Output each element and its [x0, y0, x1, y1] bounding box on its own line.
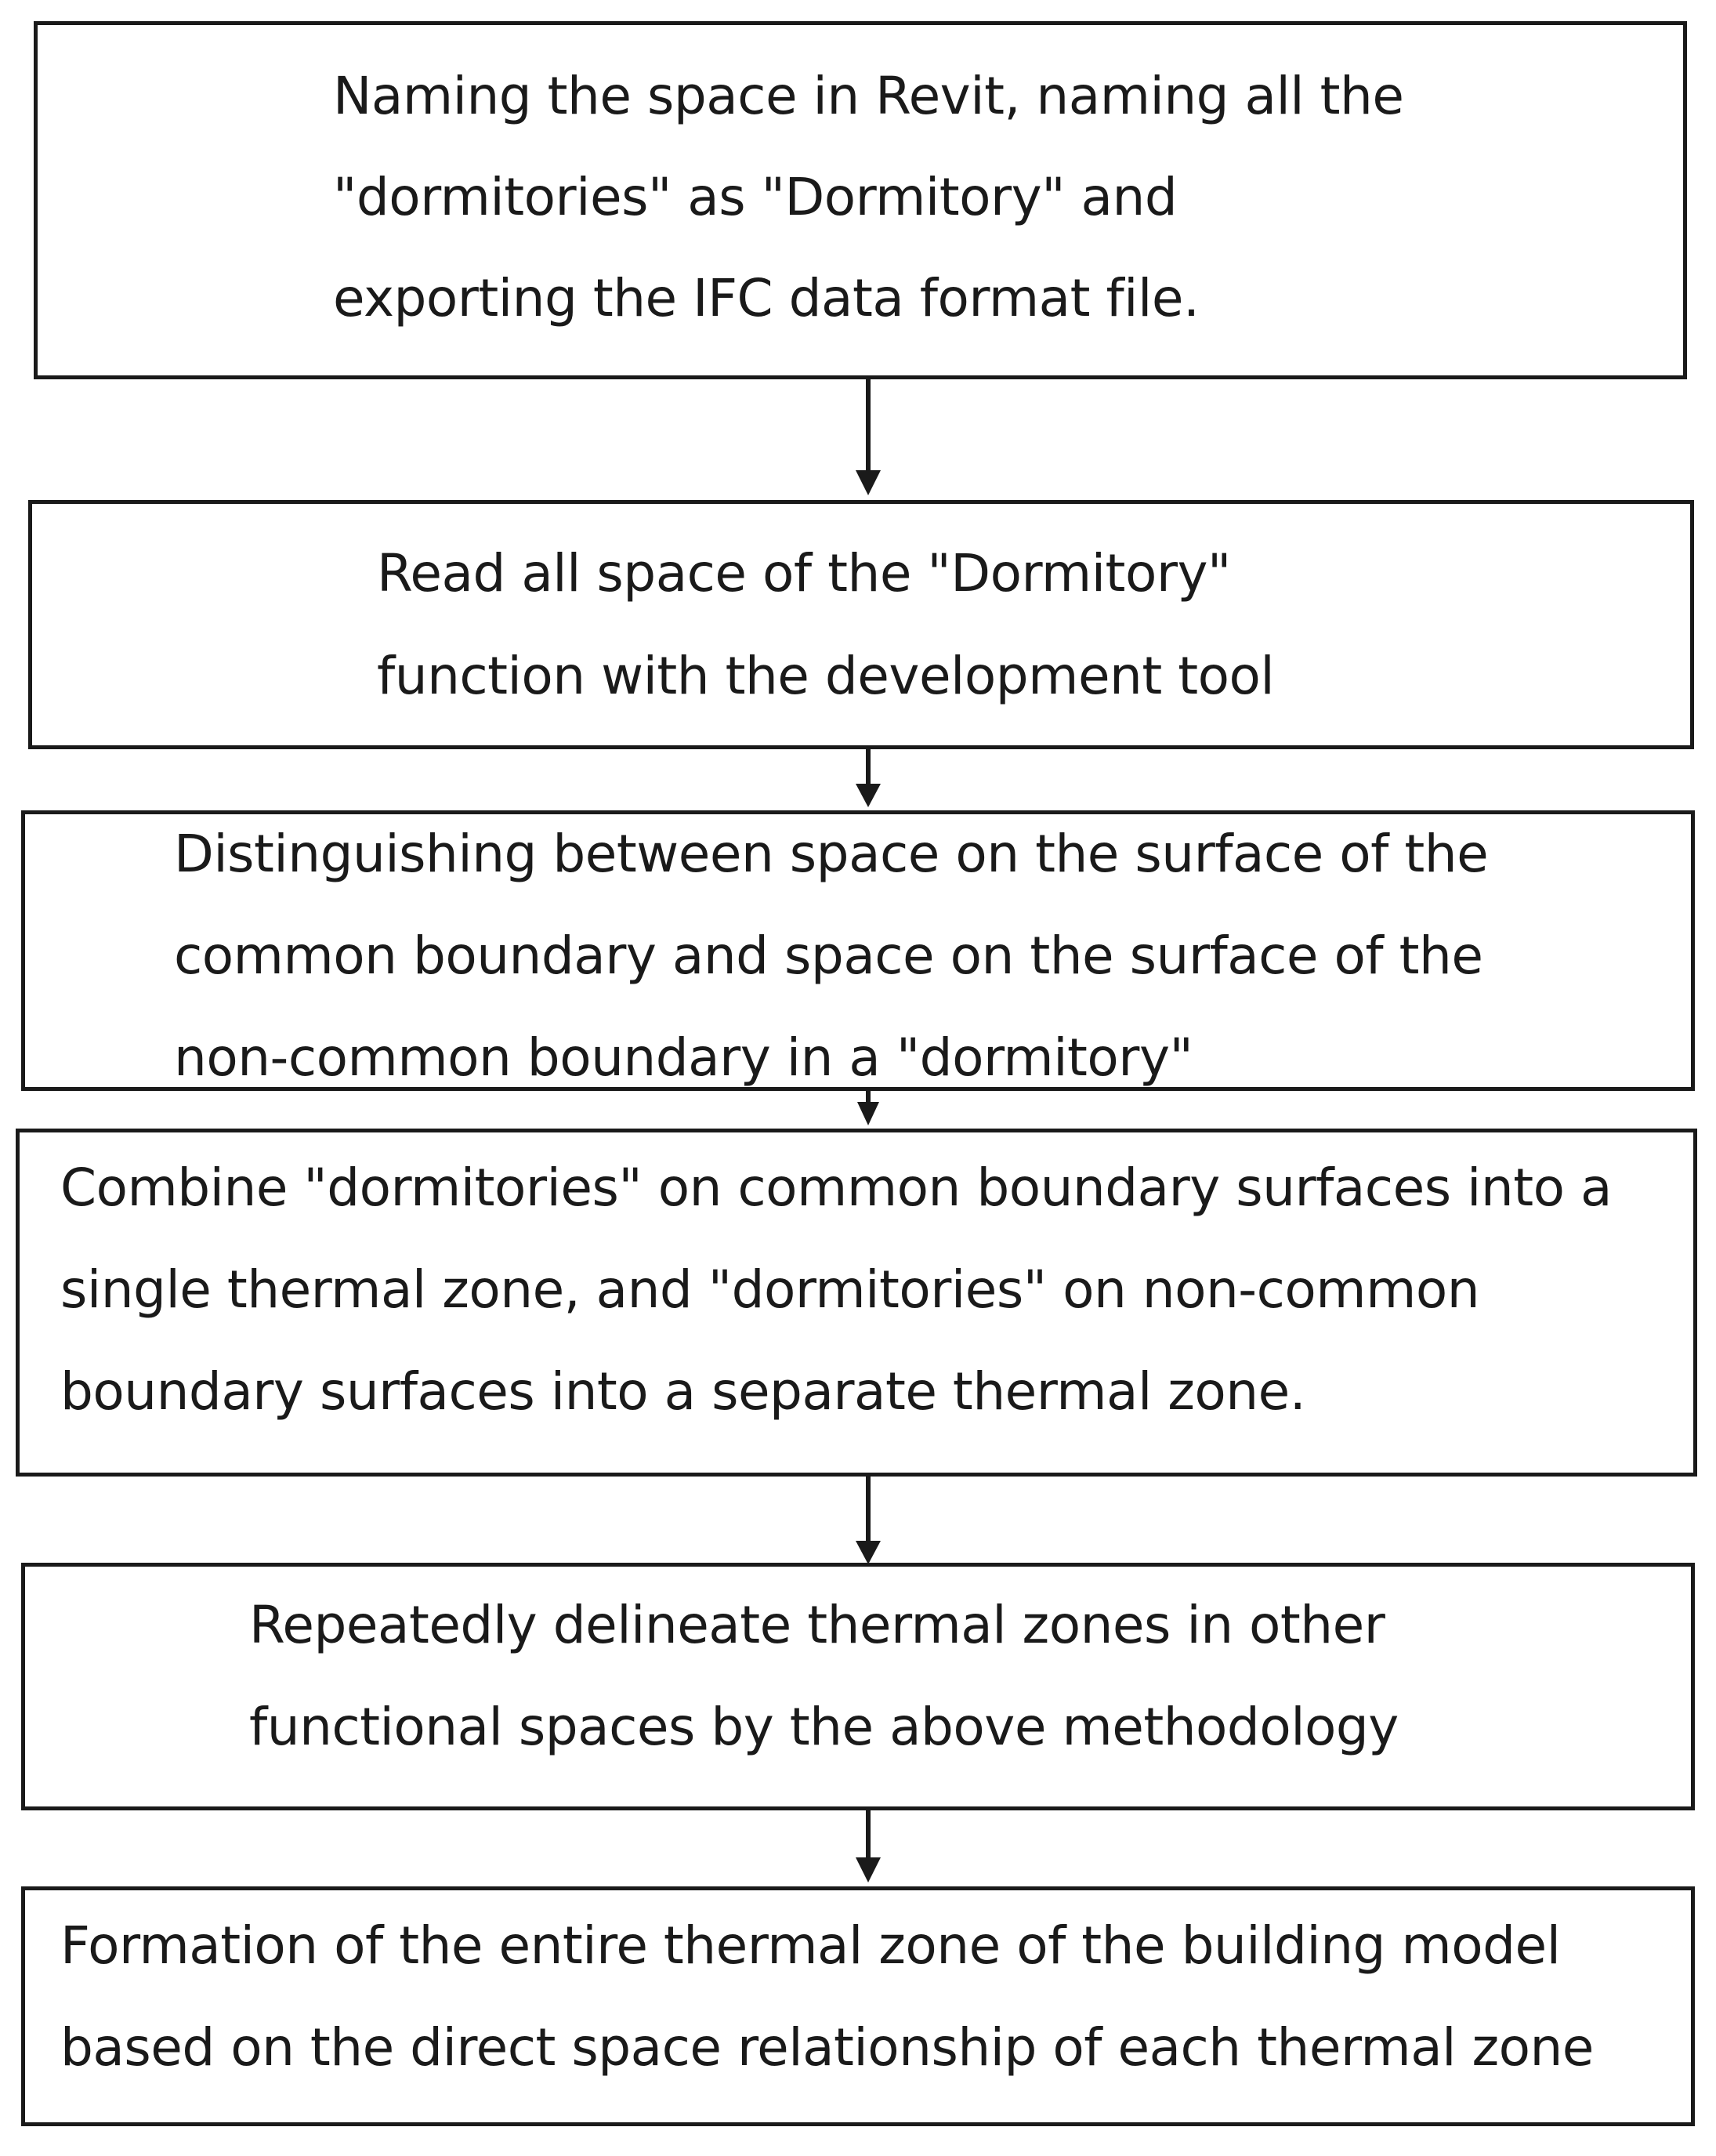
step-2-line-1: Read all space of the "Dormitory" [377, 543, 1231, 603]
step-6-line-1: Formation of the entire thermal zone of the building model [60, 1915, 1561, 1976]
arrowhead-4-5 [856, 1541, 881, 1564]
step-2-box [28, 500, 1694, 749]
step-4-line-3: boundary surfaces into a separate thermal zone. [60, 1361, 1306, 1422]
step-1-line-2: "dormitories" as "Dormitory" and [333, 167, 1178, 227]
step-3-line-2: common boundary and space on the surface of the [174, 926, 1483, 986]
arrowhead-3-4 [857, 1102, 879, 1125]
step-1-line-3: exporting the IFC data format file. [333, 268, 1200, 328]
arrowhead-2-3 [856, 784, 881, 807]
step-4-line-2: single thermal zone, and "dormitories" on non-common [60, 1259, 1480, 1320]
step-3-line-3: non-common boundary in a "dormitory" [174, 1027, 1193, 1088]
arrowhead-5-6 [856, 1857, 881, 1882]
step-4-line-1: Combine "dormitories" on common boundary surfaces into a [60, 1158, 1612, 1218]
step-1-box [34, 21, 1687, 379]
step-4-box [16, 1129, 1697, 1477]
step-5-box [21, 1563, 1695, 1810]
step-5-line-1: Repeatedly delineate thermal zones in other [249, 1595, 1385, 1655]
step-2-line-2: function with the development tool [377, 646, 1275, 706]
step-3-box [21, 810, 1695, 1091]
step-5-line-2: functional spaces by the above methodology [249, 1697, 1399, 1757]
step-6-box [21, 1886, 1695, 2126]
step-3-line-1: Distinguishing between space on the surface of the [174, 824, 1489, 884]
step-6-line-2: based on the direct space relationship of each thermal zone [60, 2017, 1594, 2078]
arrowhead-1-2 [856, 470, 881, 495]
step-1-line-1: Naming the space in Revit, naming all the [333, 66, 1404, 126]
